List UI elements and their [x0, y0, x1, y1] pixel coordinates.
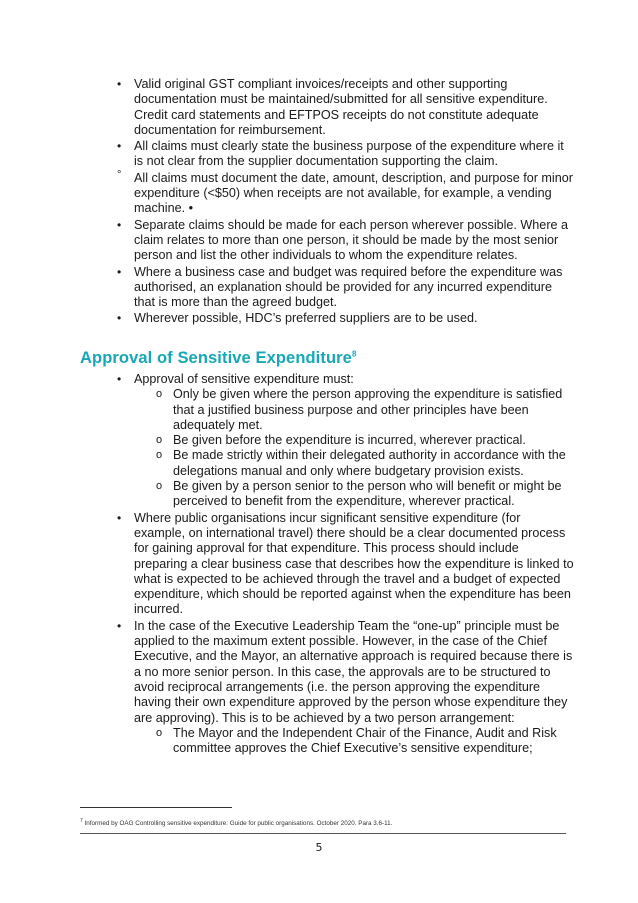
circle-bullet-icon: o [156, 480, 163, 493]
sub-list-item [156, 387, 574, 433]
sub-list-item [156, 433, 574, 448]
approval-rules-list [117, 372, 574, 757]
bullet-icon: • [117, 311, 122, 326]
list-item-text: Separate claims should be made for each person wherever possible. Where a claim relates to more than one person, it should be made by the most senior person and list the other individuals to whom the expenditure relates. [134, 217, 569, 263]
bullet-icon: • [117, 77, 122, 91]
list-item-text: Approval of sensitive expenditure must: [134, 372, 354, 386]
sub-list-item-text: The Mayor and the Independent Chair of the Finance, Audit and Risk committee approves the Chief Executive’s sensitive expenditure; [173, 725, 557, 756]
list-item-text: All claims must clearly state the business purpose of the expenditure where it is not clear from the supplier documentation supporting the claim. [134, 139, 564, 169]
circle-bullet-icon: o [156, 388, 163, 401]
list-item-text: Valid original GST compliant invoices/receipts and other supporting documentation must be maintained/submitted for all sensitive expenditure. Credit card statements and EFTPOS receipts do not constitute adequate documentation for reimbursement. [134, 77, 548, 137]
bullet-icon: • [117, 139, 122, 154]
bullet-icon: • [117, 264, 122, 279]
list-item [117, 168, 574, 217]
claims-requirements-list [117, 77, 574, 328]
sub-list [134, 387, 574, 509]
sub-list-item [156, 725, 574, 757]
section-heading-text: Approval of Sensitive Expenditure [80, 349, 352, 367]
circle-bullet-icon: o [156, 434, 163, 447]
bullet-icon: • [117, 217, 122, 232]
list-item-text: Wherever possible, HDC’s preferred suppliers are to be used. [134, 311, 478, 326]
footer-rule [80, 833, 566, 834]
list-item [117, 139, 574, 170]
list-item-text: In the case of the Executive Leadership Team the “one-up” principle must be applied to the maximum extent possible. However, in the case of the Chief Executive, and the Mayor, an alternative approach is required because there is a no more senior person. In this case, the approvals are to be structured to avoid reciprocal arrangements (i.e. the person approving the expenditure having their own expenditure approved by the person whose expenditure they are approving). This is to be achieved by a two person arrangement: [134, 618, 573, 725]
list-item [117, 77, 574, 138]
sub-list-item-text: Be given before the expenditure is incurred, wherever practical. [173, 433, 526, 448]
list-item-text: All claims must document the date, amount, description, and purpose for minor expenditure (<$50) when receipts are not available, for example, a vending machine. • [134, 170, 573, 216]
list-item [117, 618, 574, 757]
sub-list-item [156, 448, 574, 479]
bullet-icon: • [117, 618, 122, 633]
list-item [117, 264, 574, 311]
list-item [117, 510, 574, 618]
sub-list-item-text: Only be given where the person approving the expenditure is satisfied that a justified business purpose and other principles have been adequately met. [173, 387, 563, 432]
page-number: 5 [315, 841, 323, 854]
footnote [80, 818, 392, 827]
sub-list-item [156, 479, 574, 510]
footnote-marker: 7 [80, 818, 83, 824]
ring-bullet-icon: ° [117, 168, 122, 181]
circle-bullet-icon: o [156, 449, 163, 462]
footnote-text: Informed by OAG Controlling sensitive expenditure: Guide for public organisations. October 2020. Para 3.6-11. [84, 820, 393, 828]
bullet-icon: • [117, 372, 122, 386]
list-item-text: Where a business case and budget was required before the expenditure was authorised, an explanation should be provided for any incurred expenditure that is more than the agreed budget. [134, 264, 563, 310]
footnote-reference: 8 [351, 349, 357, 359]
section-heading [80, 349, 357, 368]
list-item [117, 372, 574, 510]
list-item [117, 311, 574, 326]
sub-list-item-text: Be made strictly within their delegated authority in accordance with the delegations manual and only where budgetary provision exists. [173, 448, 566, 478]
sub-list [134, 726, 574, 757]
circle-bullet-icon: o [156, 726, 163, 739]
bullet-icon: • [117, 510, 122, 525]
footnote-separator [80, 807, 232, 808]
sub-list-item-text: Be given by a person senior to the person who will benefit or might be perceived to benefit from the expenditure, wherever practical. [173, 479, 562, 509]
list-item-text: Where public organisations incur significant sensitive expenditure (for example, on international travel) there should be a clear documented process for gaining approval for that expenditure. This process should include preparing a clear business case that describes how the expenditure is linked to what is expected to be achieved through the travel and a budget of expected expenditure, which should be reported against when the expenditure has been incurred. [134, 510, 574, 617]
list-item [117, 217, 574, 264]
